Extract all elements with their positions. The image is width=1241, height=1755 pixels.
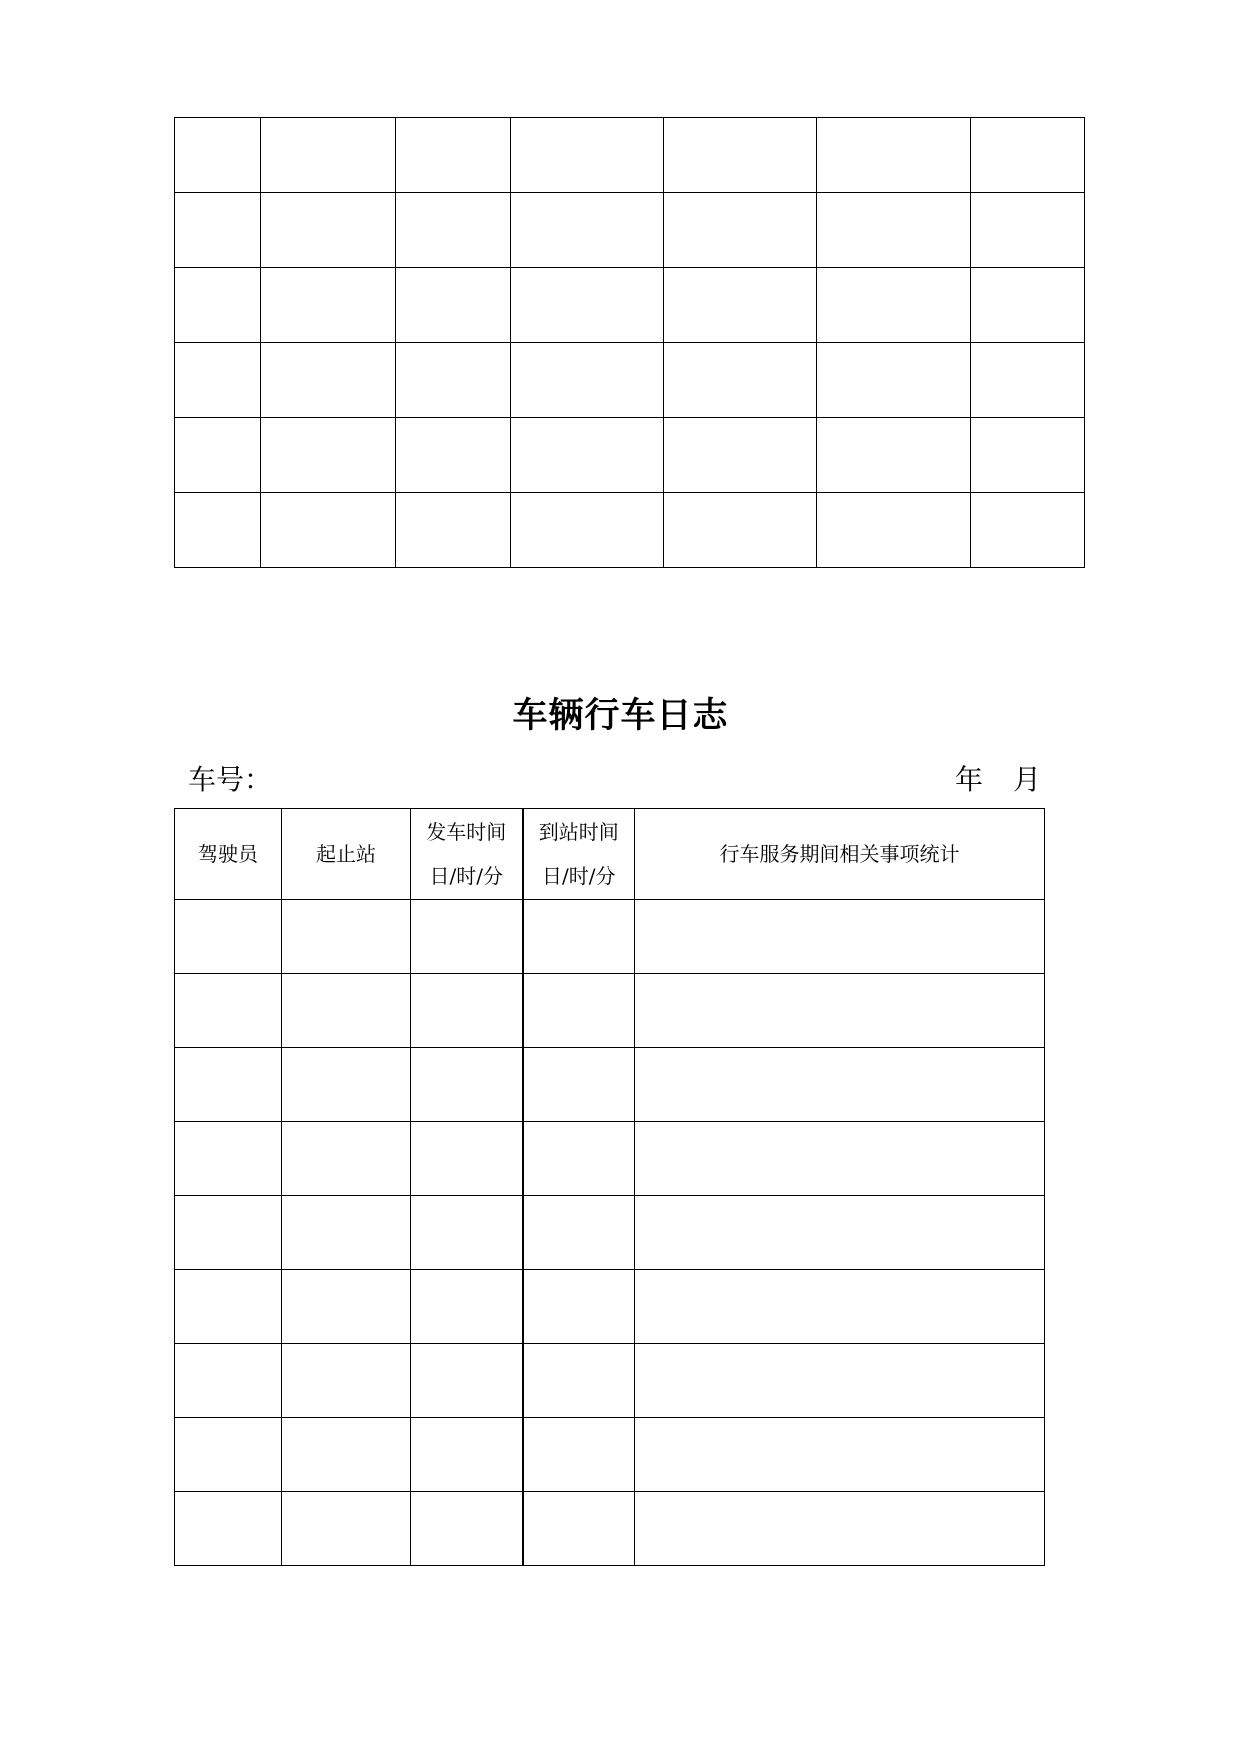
table-cell[interactable]	[411, 1122, 523, 1196]
table-row	[175, 974, 1045, 1048]
table-cell[interactable]	[664, 343, 817, 418]
table-cell[interactable]	[523, 1344, 635, 1418]
vehicle-log-table	[174, 808, 1045, 1566]
table-cell[interactable]	[261, 193, 396, 268]
table-cell[interactable]	[396, 193, 511, 268]
table-cell[interactable]	[175, 1196, 282, 1270]
table-cell[interactable]	[282, 974, 411, 1048]
table-cell[interactable]	[523, 900, 635, 974]
table-cell[interactable]	[175, 343, 261, 418]
table-cell[interactable]	[971, 193, 1085, 268]
table-cell[interactable]	[175, 1492, 282, 1566]
table-cell[interactable]	[817, 193, 971, 268]
table-cell[interactable]	[175, 418, 261, 493]
table-cell[interactable]	[817, 343, 971, 418]
table-cell[interactable]	[175, 268, 261, 343]
table-cell[interactable]	[411, 974, 523, 1048]
table-cell[interactable]	[523, 1122, 635, 1196]
table-cell[interactable]	[175, 1122, 282, 1196]
month-label: 月	[1012, 763, 1041, 796]
table-cell[interactable]	[664, 268, 817, 343]
table-cell[interactable]	[511, 343, 664, 418]
table-cell[interactable]	[971, 418, 1085, 493]
table-row	[175, 1492, 1045, 1566]
table-cell[interactable]	[175, 1270, 282, 1344]
table-cell[interactable]	[635, 1196, 1045, 1270]
table-cell[interactable]	[635, 1122, 1045, 1196]
header-service-notes: 行车服务期间相关事项统计	[635, 809, 1045, 900]
table-cell[interactable]	[664, 493, 817, 568]
continued-log-table	[174, 117, 1085, 568]
table-row	[175, 1270, 1045, 1344]
table-cell[interactable]	[396, 343, 511, 418]
table-row	[175, 1048, 1045, 1122]
table-row	[175, 343, 1085, 418]
table-cell[interactable]	[817, 118, 971, 193]
table-cell[interactable]	[282, 900, 411, 974]
table-cell[interactable]	[635, 1270, 1045, 1344]
table-cell[interactable]	[511, 193, 664, 268]
table-cell[interactable]	[817, 268, 971, 343]
table-row	[175, 118, 1085, 193]
table-cell[interactable]	[282, 1270, 411, 1344]
table-row	[175, 268, 1085, 343]
table-cell[interactable]	[971, 268, 1085, 343]
table-cell[interactable]	[411, 1418, 523, 1492]
table-row	[175, 900, 1045, 974]
table-cell[interactable]	[396, 418, 511, 493]
header-driver: 驾驶员	[175, 809, 282, 900]
table-cell[interactable]	[282, 1048, 411, 1122]
table-cell[interactable]	[523, 1418, 635, 1492]
table-cell[interactable]	[635, 1048, 1045, 1122]
table-cell[interactable]	[635, 1418, 1045, 1492]
table-row	[175, 1418, 1045, 1492]
table-cell[interactable]	[396, 493, 511, 568]
table-cell[interactable]	[411, 1492, 523, 1566]
table-cell[interactable]	[175, 118, 261, 193]
table-row	[175, 1344, 1045, 1418]
table-cell[interactable]	[971, 493, 1085, 568]
table-cell[interactable]	[523, 974, 635, 1048]
table-cell[interactable]	[664, 118, 817, 193]
table-cell[interactable]	[635, 1492, 1045, 1566]
table-cell[interactable]	[523, 1492, 635, 1566]
header-stations: 起止站	[282, 809, 411, 900]
table-cell[interactable]	[971, 343, 1085, 418]
table-cell[interactable]	[635, 1344, 1045, 1418]
page-title: 车辆行车日志	[512, 696, 729, 736]
table-cell[interactable]	[175, 900, 282, 974]
table-row	[175, 1196, 1045, 1270]
table-cell[interactable]	[261, 268, 396, 343]
table-cell[interactable]	[282, 1344, 411, 1418]
table-row	[175, 418, 1085, 493]
table-cell[interactable]	[175, 974, 282, 1048]
table-cell[interactable]	[523, 1048, 635, 1122]
table-cell[interactable]	[523, 1270, 635, 1344]
table-cell[interactable]	[396, 118, 511, 193]
table-cell[interactable]	[817, 493, 971, 568]
table-row	[175, 1122, 1045, 1196]
table-cell[interactable]	[175, 193, 261, 268]
table-header-row	[175, 809, 1045, 900]
table-cell[interactable]	[411, 900, 523, 974]
table-cell[interactable]	[411, 1196, 523, 1270]
table-cell[interactable]	[175, 1418, 282, 1492]
table-cell[interactable]	[664, 418, 817, 493]
year-month-label	[955, 758, 1041, 798]
table-cell[interactable]	[261, 493, 396, 568]
table-cell[interactable]	[511, 268, 664, 343]
table-cell[interactable]	[282, 1418, 411, 1492]
table-cell[interactable]	[175, 1344, 282, 1418]
car-number-label: 车号：	[188, 763, 273, 796]
header-arrival-time: 到站时间 日/时/分	[523, 809, 635, 900]
table-cell[interactable]	[396, 268, 511, 343]
table-cell[interactable]	[635, 974, 1045, 1048]
table-cell[interactable]	[261, 343, 396, 418]
table-cell[interactable]	[261, 418, 396, 493]
table-cell[interactable]	[261, 118, 396, 193]
table-cell[interactable]	[411, 1048, 523, 1122]
table-cell[interactable]	[817, 418, 971, 493]
table-cell[interactable]	[523, 1196, 635, 1270]
table-cell[interactable]	[175, 1048, 282, 1122]
table-cell[interactable]	[511, 118, 664, 193]
table-cell[interactable]	[511, 418, 664, 493]
table-cell[interactable]	[411, 1344, 523, 1418]
table-cell[interactable]	[511, 493, 664, 568]
table-cell[interactable]	[635, 900, 1045, 974]
table-cell[interactable]	[411, 1270, 523, 1344]
header-departure-time: 发车时间 日/时/分	[411, 809, 523, 900]
table-row	[175, 493, 1085, 568]
table-cell[interactable]	[282, 1492, 411, 1566]
table-cell[interactable]	[282, 1122, 411, 1196]
table-cell[interactable]	[664, 193, 817, 268]
table-cell[interactable]	[175, 493, 261, 568]
table-cell[interactable]	[282, 1196, 411, 1270]
year-label: 年	[954, 763, 983, 796]
table-cell[interactable]	[971, 118, 1085, 193]
table-row	[175, 193, 1085, 268]
